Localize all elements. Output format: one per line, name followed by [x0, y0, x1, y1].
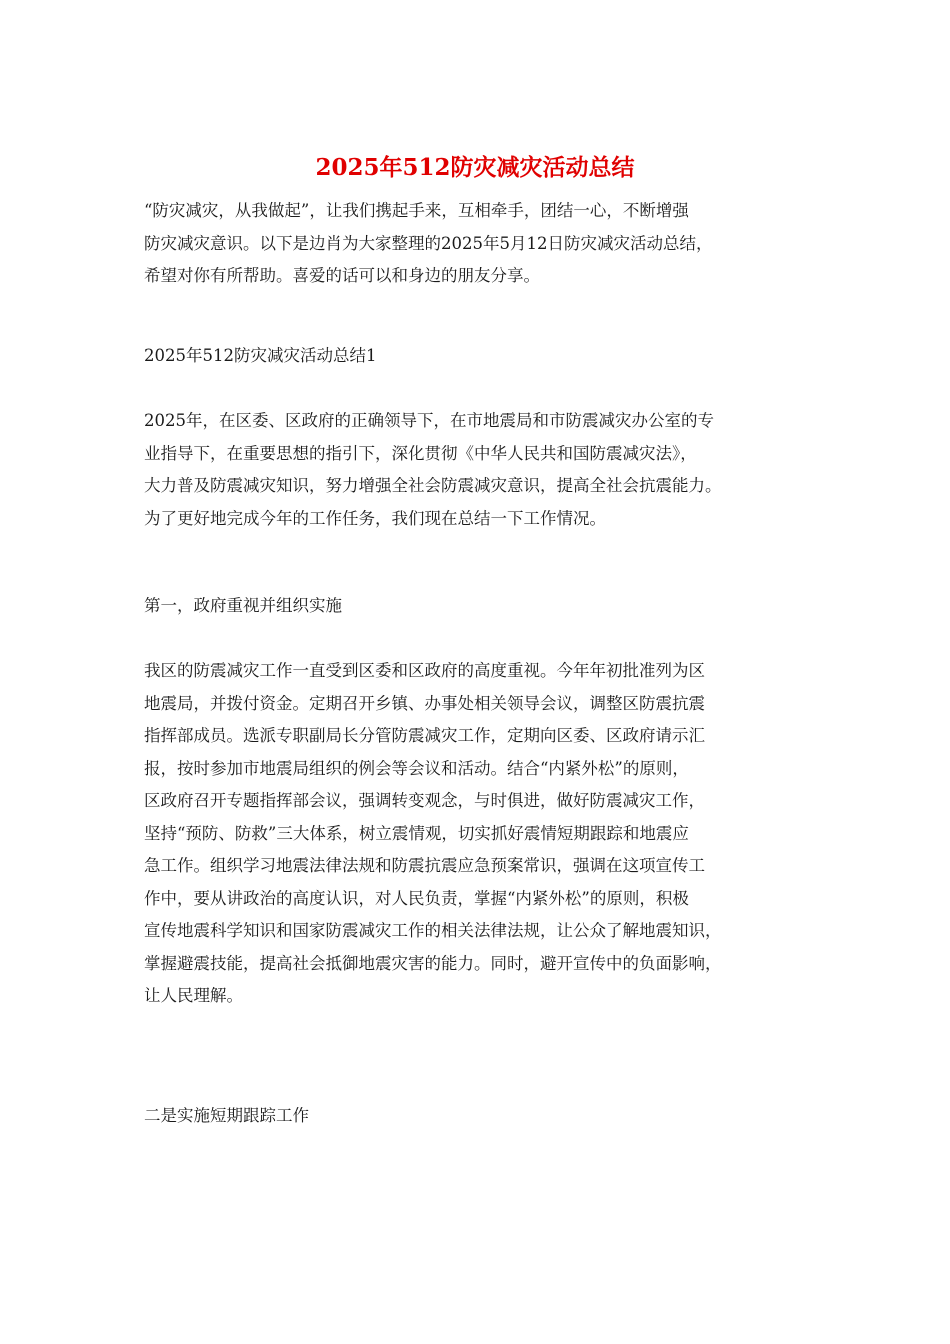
- paragraph-line: 急工作。组织学习地震法律法规和防震抗震应急预案常识，强调在这项宣传工: [144, 856, 705, 875]
- intro-line: “防灾减灾，从我做起”，让我们携起手来，互相牵手，团结一心，不断增强: [144, 201, 689, 220]
- paragraph-line: 宣传地震科学知识和国家防震减灾工作的相关法律法规，让公众了解地震知识，: [144, 921, 722, 940]
- paragraph-line: 指挥部成员。选派专职副局长分管防震减灾工作，定期向区委、区政府请示汇: [144, 726, 705, 745]
- paragraph-line: 2025年，在区委、区政府的正确领导下，在市地震局和市防震减灾办公室的专: [144, 411, 714, 430]
- paragraph-line: 为了更好地完成今年的工作任务，我们现在总结一下工作情况。: [144, 508, 606, 528]
- paragraph-line: 地震局，并拨付资金。定期召开乡镇、办事处相关领导会议，调整区防震抗震: [144, 693, 705, 713]
- paragraph-line: 业指导下，在重要思想的指引下，深化贯彻《中华人民共和国防震减灾法》，: [144, 443, 697, 463]
- paragraph-line: 我区的防震减灾工作一直受到区委和区政府的高度重视。今年年初批准列为区: [144, 661, 705, 680]
- paragraph-line: 区政府召开专题指挥部会议，强调转变观念，与时俱进，做好防震减灾工作，: [144, 791, 705, 810]
- intro-line: 希望对你有所帮助。喜爱的话可以和身边的朋友分享。: [144, 266, 540, 285]
- paragraph-2: [144, 655, 812, 1013]
- heading-2: 二是实施短期跟踪工作: [144, 1106, 309, 1125]
- intro-paragraph: [144, 195, 812, 293]
- paragraph-line: 作中，要从讲政治的高度认识，对人民负责，掌握“内紧外松”的原则，积极: [144, 888, 689, 908]
- document-title: 2025年512防灾减灾活动总结: [315, 154, 635, 181]
- paragraph-line: 坚持“预防、防救”三大体系，树立震情观，切实抓好震情短期跟踪和地震应: [144, 823, 689, 843]
- paragraph-line: 让人民理解。: [144, 986, 243, 1005]
- paragraph-1: [144, 405, 812, 535]
- intro-line: 防灾减灾意识。以下是边肖为大家整理的2025年5月12日防灾减灾活动总结，: [144, 233, 713, 253]
- paragraph-line: 大力普及防震减灾知识，努力增强全社会防震减灾意识，提高全社会抗震能力。: [144, 476, 722, 495]
- paragraph-line: 报，按时参加市地震局组织的例会等会议和活动。结合“内紧外松”的原则，: [144, 758, 689, 778]
- paragraph-line: 掌握避震技能，提高社会抵御地震灾害的能力。同时，避开宣传中的负面影响，: [144, 953, 722, 973]
- heading-1: 第一，政府重视并组织实施: [144, 596, 342, 615]
- section-title: 2025年512防灾减灾活动总结1: [144, 346, 377, 365]
